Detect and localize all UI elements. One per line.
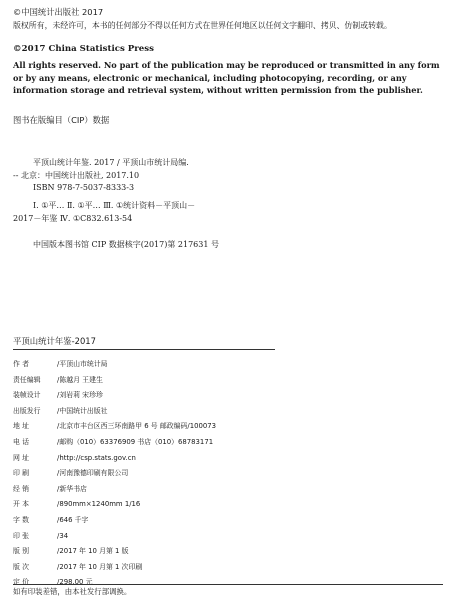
detail-value: /陈越月 王建生 [57,375,103,384]
detail-value: /298.00 元 [57,578,93,587]
detail-row-design [13,389,103,401]
detail-label: 装帧设计 [13,391,41,400]
detail-value: /890mm×1240mm 1/16 [57,500,141,509]
detail-value: /646 千字 [57,516,89,524]
detail-label: 责任编辑 [13,375,41,384]
cip-library-line: 中国版本图书馆 CIP 数据核字(2017)第 217631 号 [33,240,219,249]
cip-line-5: 2017－年鉴 Ⅳ. ①C832.613-54 [13,214,133,223]
detail-label: 电 话 [13,438,29,446]
detail-label: 作 者 [13,360,29,368]
detail-label: 版 别 [13,547,29,556]
detail-value: /2017 年 10 月第 1 版 [57,547,129,556]
detail-value: /邮购（010）63376909 书店（010）68783171 [57,438,214,446]
cip-line-3: ISBN 978-7-5037-8333-3 [33,183,135,192]
detail-row-phone [13,436,213,448]
detail-label: 印 刷 [13,469,29,478]
title-divider [13,349,275,350]
detail-value: /北京市丰台区西三环南路甲 6 号 邮政编码/100073 [57,422,217,431]
detail-row-edition [13,545,129,557]
footer-note: 如有印装差错，由本社发行部调换。 [13,587,132,596]
detail-label: 版 次 [13,562,29,571]
footer-divider [13,584,443,585]
detail-label: 网 址 [13,453,29,462]
detail-row-editor [13,374,103,386]
copyright-notice-en: All rights reserved. No part of the publication may be reproduced or transmitted in any form or by any means, electronic or mechanical, including photocopying, recording, or any information storage and retrieval system, without written permission from the publisher. [13,60,440,95]
detail-label: 字 数 [13,516,29,524]
detail-value: /河南豫德印刷有限公司 [57,469,129,478]
book-title: 平顶山统计年鉴-2017 [13,336,96,346]
copyright-notice-cn: 版权所有，未经许可，本书的任何部分不得以任何方式在世界任何地区以任何文字翻印、拷贝、仿制或转载。 [13,21,392,30]
detail-row-printing [13,561,142,573]
detail-row-publisher [13,405,108,417]
detail-label: 开 本 [13,500,29,509]
detail-row-word-count [13,514,88,526]
detail-label: 定 价 [13,578,29,587]
detail-value: /刘岩莉 宋珍珍 [57,391,103,400]
detail-label: 出版发行 [13,406,41,415]
cip-line-2: -- 北京：中国统计出版社, 2017.10 [13,171,140,180]
detail-value: /新华书店 [57,484,87,493]
detail-label: 经 销 [13,484,29,493]
detail-value: /34 [57,531,69,540]
detail-value: /中国统计出版社 [57,406,108,415]
copyright-line-en: ©2017 China Statistics Press [13,44,154,54]
detail-value: /http://csp.stats.gov.cn [57,453,136,462]
detail-row-printer [13,467,128,479]
cip-line-4: Ⅰ. ①平… Ⅱ. ①平… Ⅲ. ①统计资料－平顶山－ [33,201,196,210]
detail-row-address [13,420,216,432]
detail-row-distributor [13,483,87,495]
copyright-line-cn: ©中国统计出版社 2017 [13,7,104,17]
detail-value: /平顶山市统计局 [57,360,108,368]
detail-value: /2017 年 10 月第 1 次印刷 [57,562,143,571]
detail-label: 地 址 [13,422,29,431]
detail-row-website [13,452,136,464]
cip-heading: 图书在版编目（CIP）数据 [13,115,110,125]
detail-row-format [13,498,140,510]
cip-line-1: 平顶山统计年鉴. 2017 / 平顶山市统计局编. [33,158,189,167]
detail-label: 印 张 [13,531,29,540]
detail-row-author [13,358,108,370]
detail-row-sheets [13,530,68,542]
